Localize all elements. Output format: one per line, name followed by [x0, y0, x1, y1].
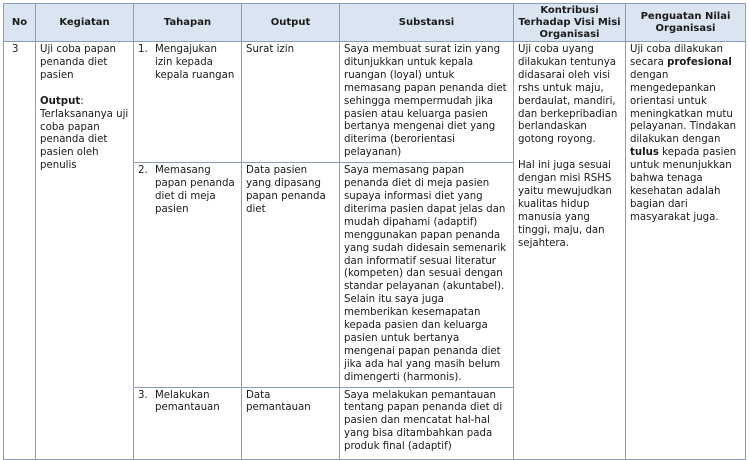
- cell-substansi-2: Saya memasang papan penanda diet di meja pasien supaya informasi diet yang diterima pasien dapat jelas dan mudah dipahami (adaptif) menggunakan papan penanda yang sudah didesain semenarik dan informatif sesuai literatur (kompeten) dan sesuai dengan standar pelayanan (akuntabel). Selain itu saya juga memberikan kesemapatan kepada pasien dan keluarga pasien untuk bertanya mengenai papan penanda diet jika ada hal yang masih belum dimengerti (harmonis).: [340, 163, 514, 387]
- cell-substansi-1: Saya membuat surat izin yang ditunjukkan untuk kepala ruangan (loyal) untuk memasang papan penanda diet sehingga mempermudah jika pasien atau keluarga pasien bertanya mengenai diet yang diterima (berorientasi pelayanan): [340, 42, 514, 163]
- step-number: 2.: [138, 165, 148, 177]
- header-substansi: Substansi: [340, 4, 514, 42]
- step-number: 3.: [138, 389, 148, 401]
- cell-kontribusi: [514, 42, 626, 460]
- penguatan-bold-tulus: tulus: [630, 147, 659, 159]
- penguatan-text-3: kepada pasien untuk menunjukkan bahwa tenaga kesehatan adalah bagian dari masyarakat juga.: [630, 147, 737, 223]
- step-number: 1.: [138, 44, 148, 55]
- cell-tahapan-2: [134, 163, 242, 387]
- step-text: Mengajukan izin kepada kepala ruangan: [155, 44, 235, 81]
- header-output: Output: [242, 4, 340, 42]
- cell-no: 3: [4, 42, 36, 460]
- header-tahapan: Tahapan: [134, 4, 242, 42]
- header-kontribusi: Kontribusi Terhadap Visi Misi Organisasi: [514, 4, 626, 42]
- cell-tahapan-3: [134, 387, 242, 459]
- activity-table: [3, 3, 746, 460]
- kontribusi-misi: Hal ini juga sesuai dengan misi RSHS yaitu mewujudkan kualitas hidup manusia yang tinggi, maju, dan sejahtera.: [518, 160, 612, 249]
- cell-substansi-3: Saya melakukan pemantauan tentang papan penanda diet di pasien dan mencatat hal-hal yang bisa ditambahkan pada produk final (adaptif): [340, 387, 514, 459]
- table-row: [4, 42, 746, 163]
- header-penguatan: Penguatan Nilai Organisasi: [626, 4, 746, 42]
- cell-kegiatan: [36, 42, 134, 460]
- output-label: Output: [40, 95, 81, 107]
- kegiatan-output-text: Terlaksananya uji coba papan penanda diet pasien oleh penulis: [40, 108, 129, 172]
- header-kegiatan: Kegiatan: [36, 4, 134, 42]
- cell-output-1: Surat izin: [242, 42, 340, 163]
- output-colon: :: [80, 95, 84, 107]
- header-no: No: [4, 4, 36, 42]
- step-text: Memasang papan penanda diet di meja pasien: [155, 165, 235, 215]
- cell-output-2: Data pasien yang dipasang papan penanda diet: [242, 163, 340, 387]
- header-row: [4, 4, 746, 42]
- penguatan-bold-profesional: profesional: [667, 56, 732, 68]
- step-text: Melakukan pemantauan: [155, 389, 220, 414]
- penguatan-text-2: dengan mengedepankan orientasi untuk meningkatkan mutu pelayanan. Tindakan dilakukan dengan: [630, 69, 737, 146]
- kontribusi-visi: Uji coba uyang dilakukan tentunya didasarai oleh visi rshs untuk maju, berdaulat, mandiri, dan berkepribadian berlandaskan gotong royong.: [518, 44, 618, 146]
- kegiatan-output-heading: [40, 96, 129, 109]
- penguatan-text-1: Uji coba dilakukan secara: [630, 44, 723, 68]
- kegiatan-title: Uji coba papan penanda diet pasien: [40, 44, 117, 81]
- cell-output-3: Data pemantauan: [242, 387, 340, 459]
- cell-tahapan-1: [134, 42, 242, 163]
- cell-penguatan: [626, 42, 746, 460]
